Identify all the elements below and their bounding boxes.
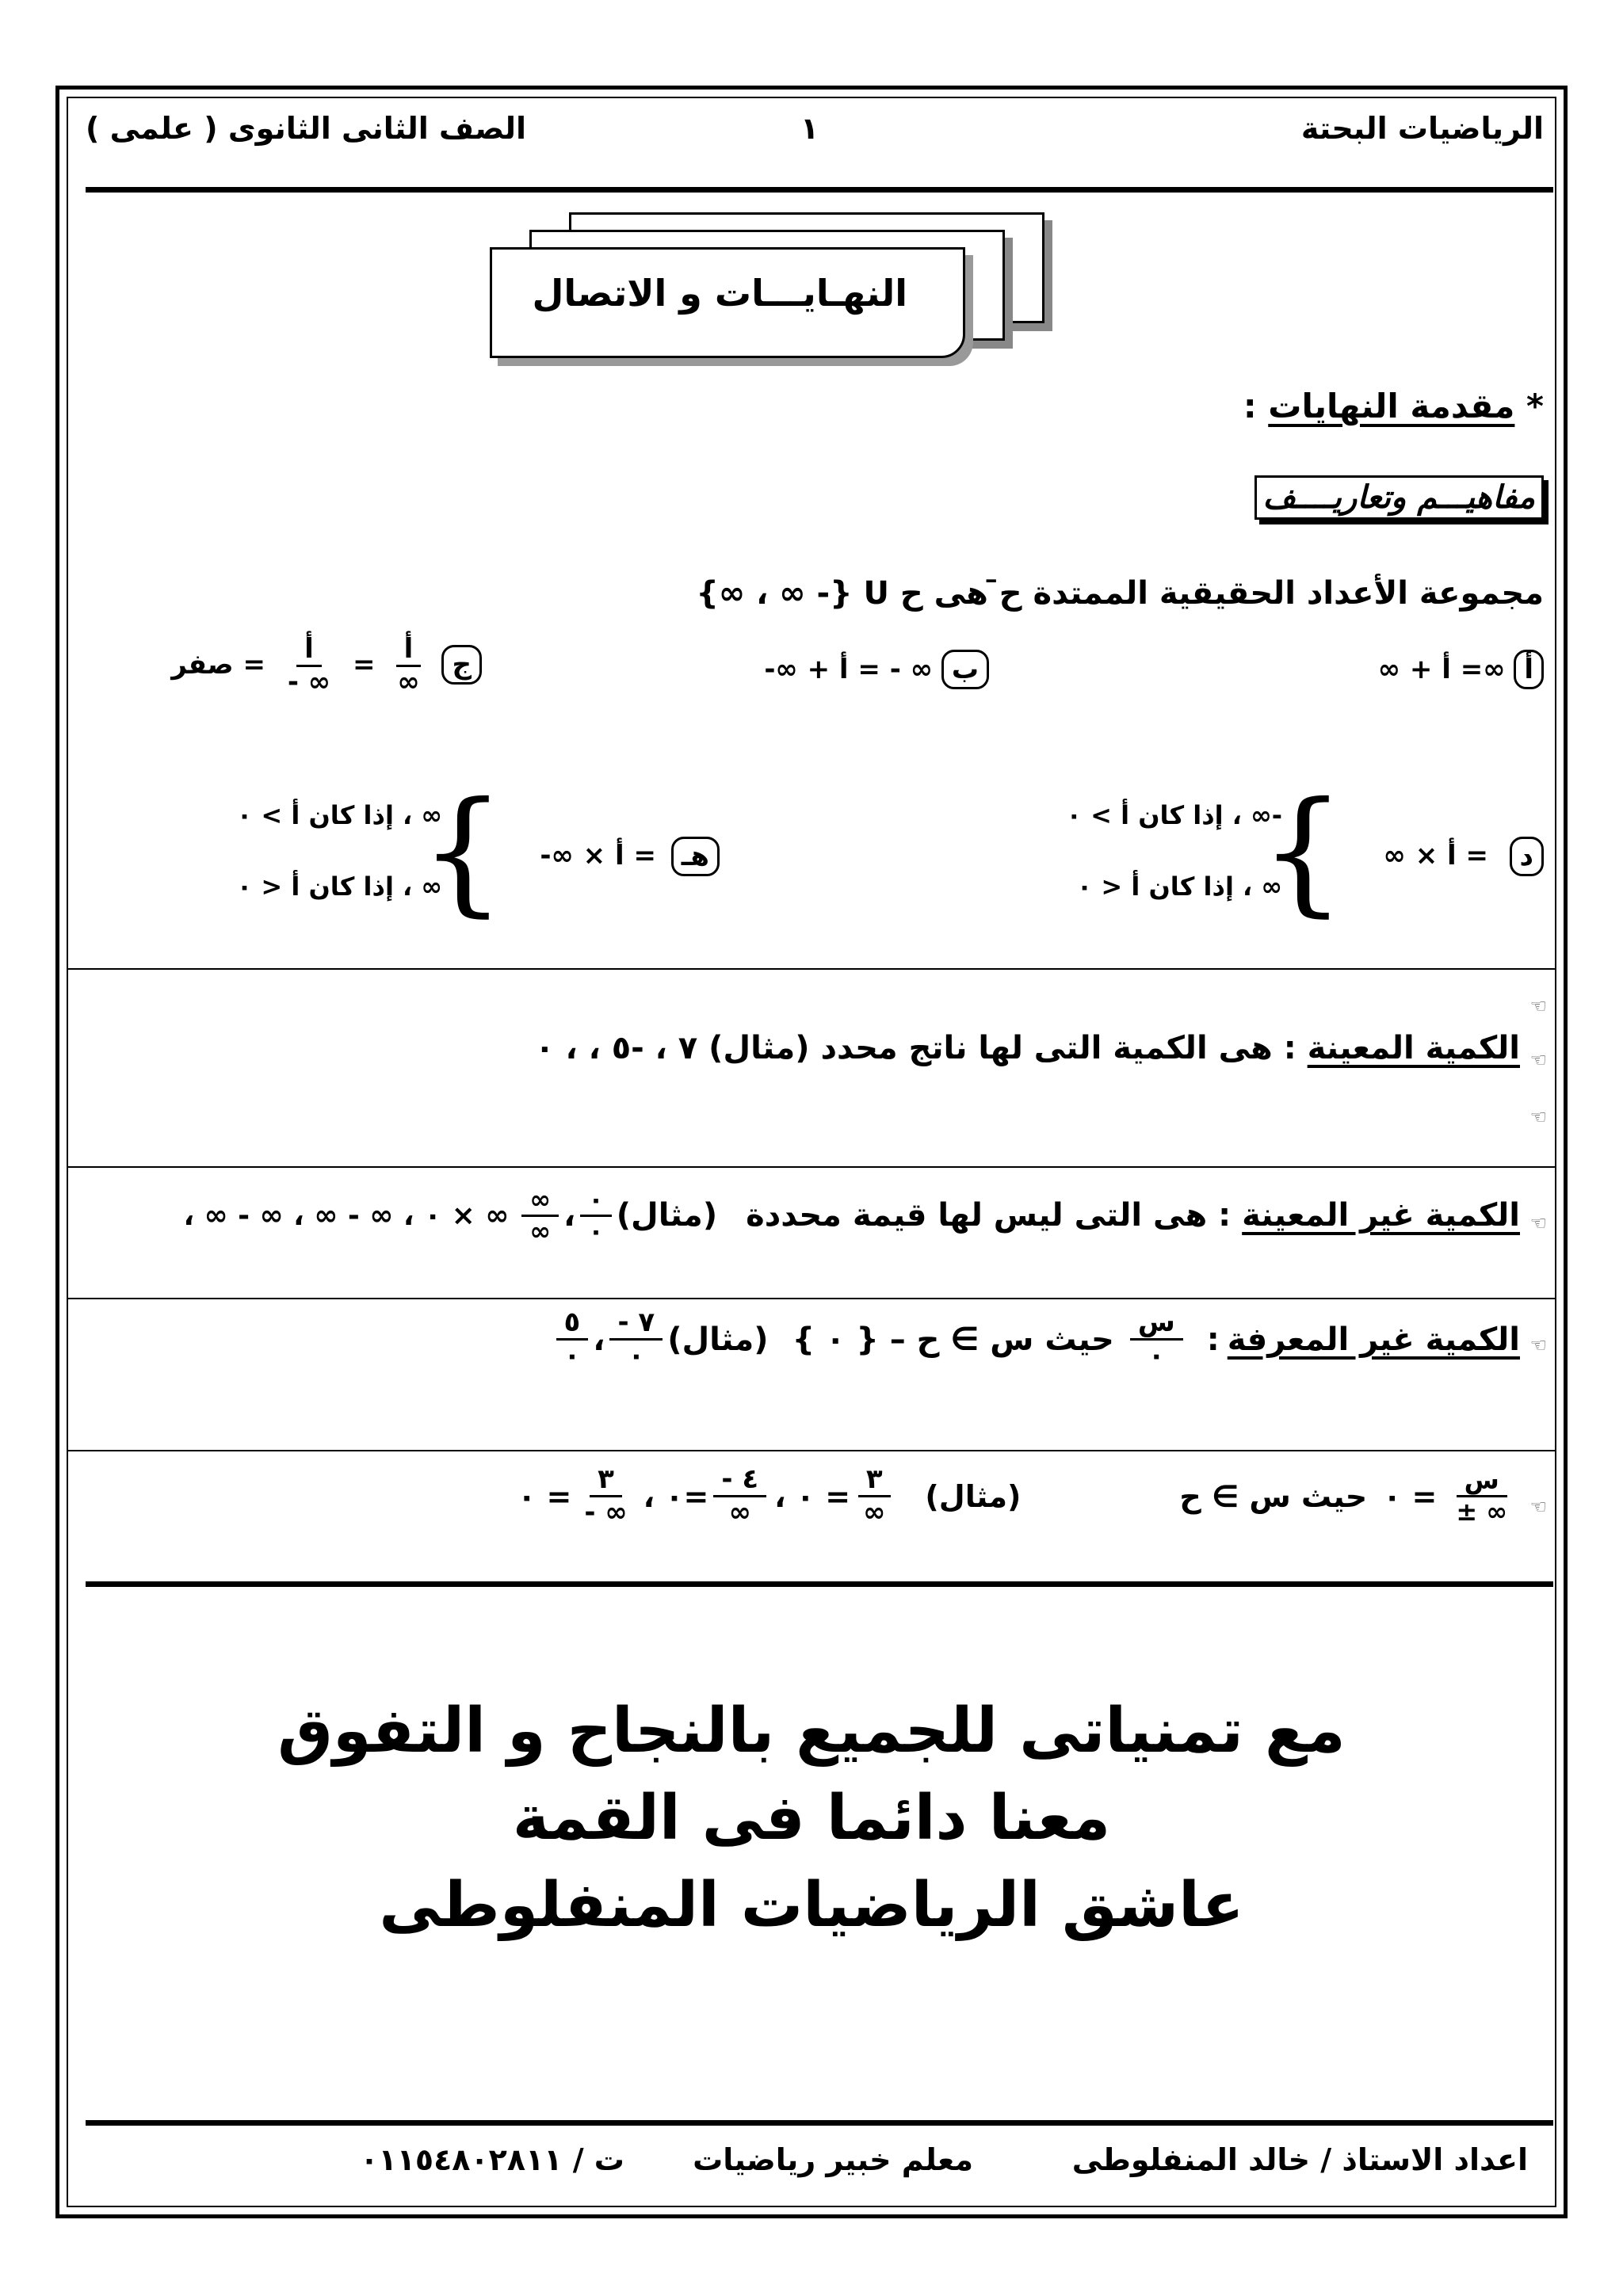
undefined-colon: : <box>1206 1321 1220 1358</box>
indeterminate-example-label: (مثال) <box>616 1197 718 1234</box>
intro-label: مقدمة النهايات <box>1268 387 1515 425</box>
undefined-example-label: (مثال) <box>667 1321 769 1358</box>
rule-a-expr: ∞ + أ =∞ <box>1377 654 1506 685</box>
intro-colon: : <box>1243 387 1257 425</box>
rule-e-case2: ∞ ، إذا كان أ < ٠ <box>236 871 442 902</box>
determinate-line <box>535 1030 1520 1066</box>
rule-c <box>171 634 482 698</box>
page-title: النهـايـــات و الاتصال <box>532 272 907 315</box>
undefined-condition: حيث س ∋ ح – { ٠ } <box>792 1321 1114 1358</box>
infinity-example-frac1: $\frac{٣}{\infty}$ <box>855 1464 893 1528</box>
divider-3 <box>67 1298 1556 1299</box>
closing-line-1: مع تمنياتى للجميع بالنجاح و التفوق <box>277 1695 1346 1767</box>
rule-e-case1: ∞ ، إذا كان أ > ٠ <box>236 800 442 830</box>
infinity-rule-line <box>517 1464 1520 1528</box>
footer-author: اعداد الاستاذ / خالد المنفلوطى <box>1071 2142 1528 2177</box>
divider-1 <box>67 968 1556 970</box>
indeterminate-frac-inf: $\frac{\infty}{\infty}$ <box>521 1185 559 1246</box>
rule-d-case1: -∞ ، إذا كان أ > ٠ <box>1066 800 1282 830</box>
infinity-main-frac: $\frac{\text{س}}{\infty \pm}$ <box>1456 1465 1507 1527</box>
determinate-examples: ٧ ، -٥ ، ، ٠ <box>535 1030 698 1066</box>
infinity-example-res2: =٠ ، <box>643 1478 709 1514</box>
rule-d-label: د <box>1510 837 1544 876</box>
title-banner <box>490 212 1044 363</box>
rule-c-result: = صفر <box>171 649 265 681</box>
footer-role: معلم خبير رياضيات <box>693 2142 973 2177</box>
title-card-front <box>490 247 965 358</box>
bullet-mark: ☜ <box>1529 995 1547 1017</box>
rule-e-expr: -∞ × أ = <box>540 840 656 871</box>
header-rule <box>86 187 1553 193</box>
rule-c-frac2: $\frac{\text{أ}}{\infty -}$ <box>287 633 331 699</box>
undefined-example-frac2: $\frac{٥}{٠}$ <box>556 1307 589 1371</box>
undefined-main-frac: $\frac{\text{س}}{٠}$ <box>1130 1307 1183 1371</box>
indeterminate-rest: ، ∞ - ∞ ، ∞ - ∞ ، ٠ × ∞ <box>183 1199 510 1232</box>
undefined-line <box>552 1307 1521 1371</box>
closing-line-3: عاشق الرياضيات المنفلوطى <box>379 1870 1244 1941</box>
determinate-def: : هى الكمية التى لها ناتج محدد <box>820 1030 1296 1066</box>
indeterminate-line <box>183 1185 1520 1246</box>
rule-e <box>149 773 720 935</box>
rule-d <box>973 773 1544 935</box>
rule-b <box>764 650 989 689</box>
footer-rule <box>86 2120 1553 2126</box>
header-grade: الصف الثانى الثانوى ( علمى ) <box>86 111 527 146</box>
bullet-mark: ☜ <box>1529 1334 1547 1356</box>
infinity-main-result: = ٠ <box>1383 1478 1438 1514</box>
bullet-mark: ☜ <box>1529 1496 1547 1518</box>
rule-d-expr: ∞ × أ = <box>1383 840 1488 871</box>
rule-b-expr: -∞ + أ = - ∞ <box>764 654 934 685</box>
determinate-example-label: (مثال) <box>708 1030 810 1066</box>
determinate-term: الكمية المعينة <box>1307 1030 1520 1066</box>
infinity-example-frac2: $\frac{٤ -}{\infty}$ <box>713 1464 766 1528</box>
indeterminate-term: الكمية غير المعينة <box>1242 1197 1520 1234</box>
infinity-example-frac3: $\frac{٣}{\infty -}$ <box>584 1463 628 1529</box>
rule-a-label: أ <box>1514 650 1544 689</box>
rule-e-brace: { <box>419 773 506 930</box>
concepts-box: مفاهيـــم وتعاريــــف <box>1254 475 1544 520</box>
bullet-mark: ☜ <box>1529 1049 1547 1071</box>
undefined-sep: ، <box>593 1321 605 1358</box>
rule-b-label: ب <box>941 650 989 689</box>
intro-star: * <box>1526 387 1544 425</box>
infinity-example-label: (مثال) <box>925 1478 1022 1514</box>
rule-c-eq: = <box>352 649 376 681</box>
indeterminate-frac-zero: $\frac{٠}{٠}$ <box>580 1185 612 1246</box>
rule-c-frac1: $\frac{\text{أ}}{\infty}$ <box>397 633 420 699</box>
divider-2 <box>67 1166 1556 1168</box>
bullet-mark: ☜ <box>1529 1212 1547 1234</box>
extended-set-definition: مجموعة الأعداد الحقيقية الممتدة ح̄ هى ح U {- ∞ ، ∞} <box>696 575 1544 612</box>
undefined-term: الكمية غير المعرفة <box>1227 1321 1520 1358</box>
closing-line-2: معنا دائما فى القمة <box>512 1783 1111 1854</box>
indeterminate-sep: ، <box>563 1197 576 1234</box>
indeterminate-def: : هى التى ليس لها قيمة محددة <box>746 1197 1232 1234</box>
bullet-mark: ☜ <box>1529 1106 1547 1128</box>
footer-phone: ت / ٠١١٥٤٨٠٢٨١١ <box>360 2142 624 2177</box>
rule-a <box>1378 650 1544 689</box>
rule-e-label: هـ <box>671 837 720 876</box>
infinity-condition: حيث س ∋ ح <box>1179 1478 1368 1514</box>
rule-d-case2: ∞ ، إذا كان أ < ٠ <box>1076 871 1282 902</box>
divider-4 <box>67 1450 1556 1451</box>
infinity-example-res1: = ٠ ، <box>774 1478 851 1514</box>
undefined-example-frac1: $\frac{٧ -}{٠}$ <box>609 1307 663 1371</box>
infinity-example-res3: = ٠ <box>517 1478 572 1514</box>
header-page-number: ١ <box>800 111 819 146</box>
intro-heading <box>1243 387 1544 425</box>
header-subject: الرياضيات البحتة <box>1300 111 1544 146</box>
content-end-rule <box>86 1581 1553 1587</box>
rule-c-label: ج <box>441 645 482 685</box>
rule-d-brace: { <box>1259 773 1346 930</box>
